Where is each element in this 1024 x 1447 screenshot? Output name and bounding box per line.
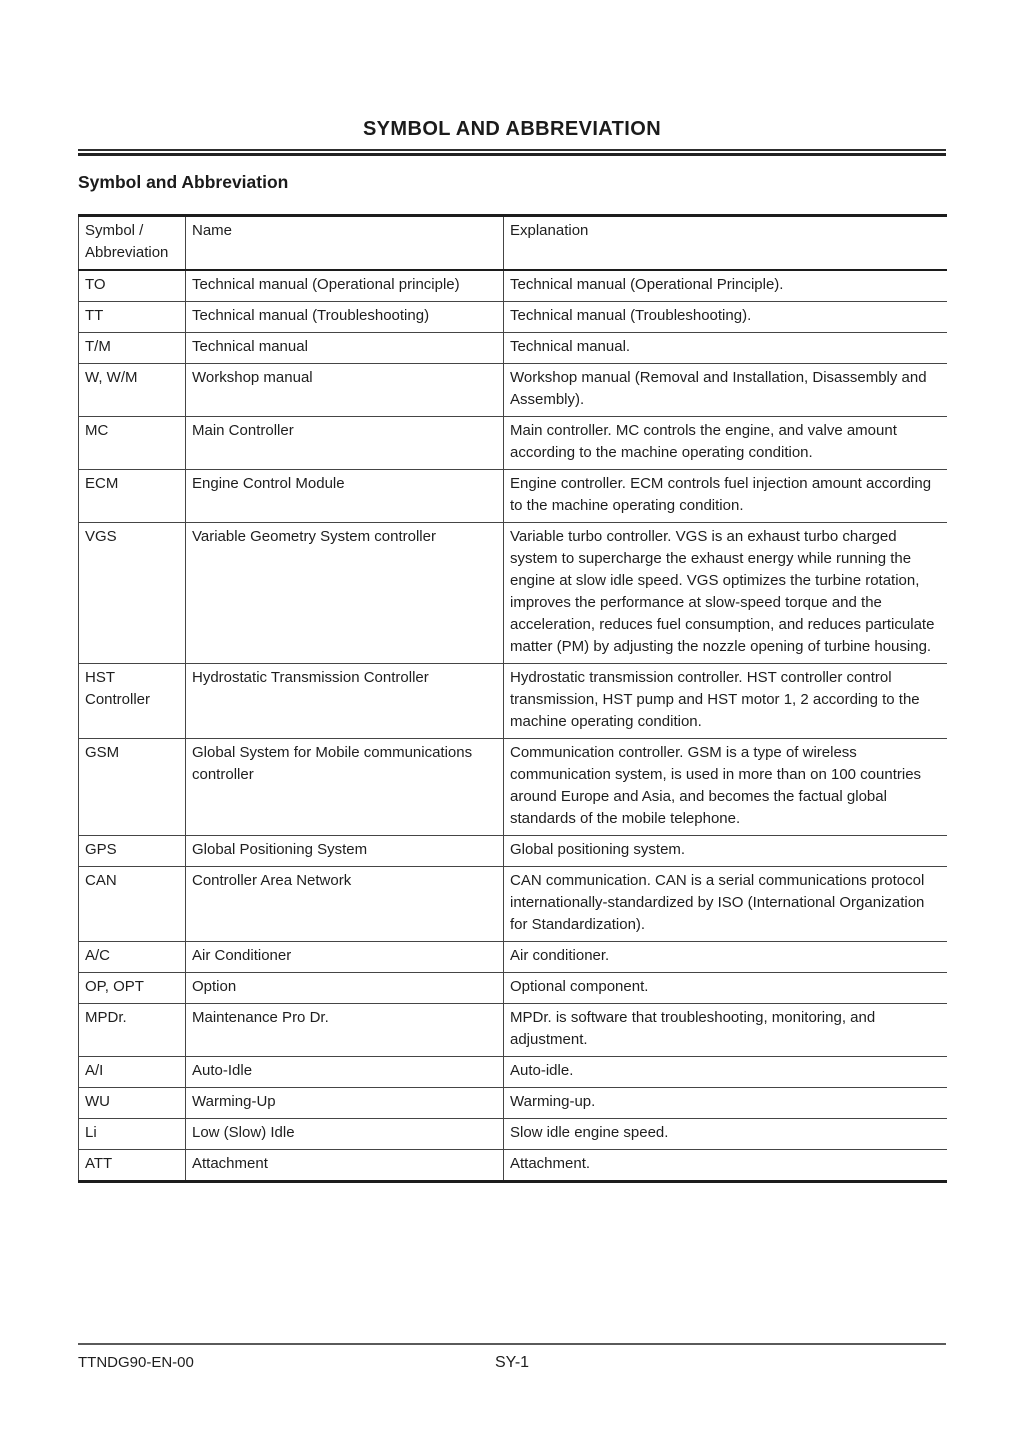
cell-explanation: Air conditioner. bbox=[504, 942, 947, 973]
cell-name: Technical manual bbox=[186, 333, 504, 364]
table-body bbox=[79, 270, 947, 1182]
cell-explanation: Technical manual (Operational Principle). bbox=[504, 270, 947, 302]
cell-name: Option bbox=[186, 973, 504, 1004]
cell-symbol: ATT bbox=[79, 1150, 186, 1182]
column-header-name: Name bbox=[186, 216, 504, 271]
abbreviation-table bbox=[78, 214, 947, 1183]
cell-explanation: Optional component. bbox=[504, 973, 947, 1004]
cell-explanation: Variable turbo controller. VGS is an exhaust turbo charged system to supercharge the exhaust energy while running the engine at slow idle speed. VGS optimizes the turbine rotation, improves the performance at slow-speed torque and the acceleration, reduces fuel consumption, and reduces particulate matter (PM) by adjusting the nozzle opening of turbine housing. bbox=[504, 523, 947, 664]
page-number: SY-1 bbox=[494, 1354, 530, 1371]
cell-explanation: Communication controller. GSM is a type of wireless communication system, is used in more than on 100 countries around Europe and Asia, and becomes the factual global standards of the mobile telephone. bbox=[504, 739, 947, 836]
table-row bbox=[79, 333, 947, 364]
doc-number: TTNDG90-EN-00 bbox=[78, 1354, 194, 1371]
cell-symbol: ECM bbox=[79, 470, 186, 523]
cell-explanation: Auto-idle. bbox=[504, 1057, 947, 1088]
cell-symbol: A/C bbox=[79, 942, 186, 973]
cell-name: Auto-Idle bbox=[186, 1057, 504, 1088]
table-row bbox=[79, 523, 947, 664]
cell-explanation: Technical manual (Troubleshooting). bbox=[504, 302, 947, 333]
cell-name: Global System for Mobile communications controller bbox=[186, 739, 504, 836]
table-row bbox=[79, 364, 947, 417]
cell-name: Variable Geometry System controller bbox=[186, 523, 504, 664]
cell-explanation: Slow idle engine speed. bbox=[504, 1119, 947, 1150]
cell-explanation: Main controller. MC controls the engine, and valve amount according to the machine operating condition. bbox=[504, 417, 947, 470]
cell-explanation: Global positioning system. bbox=[504, 836, 947, 867]
cell-symbol: W, W/M bbox=[79, 364, 186, 417]
cell-name: Workshop manual bbox=[186, 364, 504, 417]
table-row bbox=[79, 1119, 947, 1150]
cell-symbol: T/M bbox=[79, 333, 186, 364]
page-footer bbox=[78, 1354, 946, 1371]
table-row bbox=[79, 1057, 947, 1088]
table-row bbox=[79, 1088, 947, 1119]
cell-explanation: Workshop manual (Removal and Installation, Disassembly and Assembly). bbox=[504, 364, 947, 417]
cell-symbol: Li bbox=[79, 1119, 186, 1150]
cell-symbol: A/I bbox=[79, 1057, 186, 1088]
cell-name: Maintenance Pro Dr. bbox=[186, 1004, 504, 1057]
cell-symbol: MC bbox=[79, 417, 186, 470]
footer-rule bbox=[78, 1343, 946, 1345]
cell-name: Low (Slow) Idle bbox=[186, 1119, 504, 1150]
table-row bbox=[79, 867, 947, 942]
table-row bbox=[79, 417, 947, 470]
column-header-explanation: Explanation bbox=[504, 216, 947, 271]
cell-name: Main Controller bbox=[186, 417, 504, 470]
cell-explanation: MPDr. is software that troubleshooting, monitoring, and adjustment. bbox=[504, 1004, 947, 1057]
cell-explanation: Engine controller. ECM controls fuel injection amount according to the machine operating condition. bbox=[504, 470, 947, 523]
table-row bbox=[79, 664, 947, 739]
cell-symbol: WU bbox=[79, 1088, 186, 1119]
cell-symbol: CAN bbox=[79, 867, 186, 942]
title-double-rule bbox=[78, 149, 946, 156]
cell-name: Technical manual (Troubleshooting) bbox=[186, 302, 504, 333]
cell-name: Hydrostatic Transmission Controller bbox=[186, 664, 504, 739]
cell-name: Warming-Up bbox=[186, 1088, 504, 1119]
cell-symbol: TT bbox=[79, 302, 186, 333]
cell-symbol: TO bbox=[79, 270, 186, 302]
cell-name: Air Conditioner bbox=[186, 942, 504, 973]
cell-name: Global Positioning System bbox=[186, 836, 504, 867]
table-row bbox=[79, 739, 947, 836]
cell-symbol: GSM bbox=[79, 739, 186, 836]
cell-symbol: HST Controller bbox=[79, 664, 186, 739]
table-row bbox=[79, 470, 947, 523]
cell-name: Controller Area Network bbox=[186, 867, 504, 942]
table-row bbox=[79, 973, 947, 1004]
section-heading: Symbol and Abbreviation bbox=[78, 172, 289, 192]
table-row bbox=[79, 302, 947, 333]
table-row bbox=[79, 1004, 947, 1057]
cell-explanation: Warming-up. bbox=[504, 1088, 947, 1119]
cell-explanation: CAN communication. CAN is a serial communications protocol internationally-standardized by ISO (International Organization for Standardization). bbox=[504, 867, 947, 942]
table-row bbox=[79, 1150, 947, 1182]
cell-name: Engine Control Module bbox=[186, 470, 504, 523]
cell-name: Attachment bbox=[186, 1150, 504, 1182]
cell-explanation: Technical manual. bbox=[504, 333, 947, 364]
table-row bbox=[79, 270, 947, 302]
column-header-symbol-abbreviation: Symbol / Abbreviation bbox=[79, 216, 186, 271]
cell-name: Technical manual (Operational principle) bbox=[186, 270, 504, 302]
cell-symbol: GPS bbox=[79, 836, 186, 867]
cell-explanation: Attachment. bbox=[504, 1150, 947, 1182]
cell-symbol: OP, OPT bbox=[79, 973, 186, 1004]
cell-explanation: Hydrostatic transmission controller. HST controller control transmission, HST pump and HST motor 1, 2 according to the machine operating condition. bbox=[504, 664, 947, 739]
cell-symbol: MPDr. bbox=[79, 1004, 186, 1057]
cell-symbol: VGS bbox=[79, 523, 186, 664]
table-row bbox=[79, 836, 947, 867]
table-row bbox=[79, 942, 947, 973]
page-title: SYMBOL AND ABBREVIATION bbox=[362, 118, 662, 140]
table-header-row bbox=[79, 216, 947, 271]
